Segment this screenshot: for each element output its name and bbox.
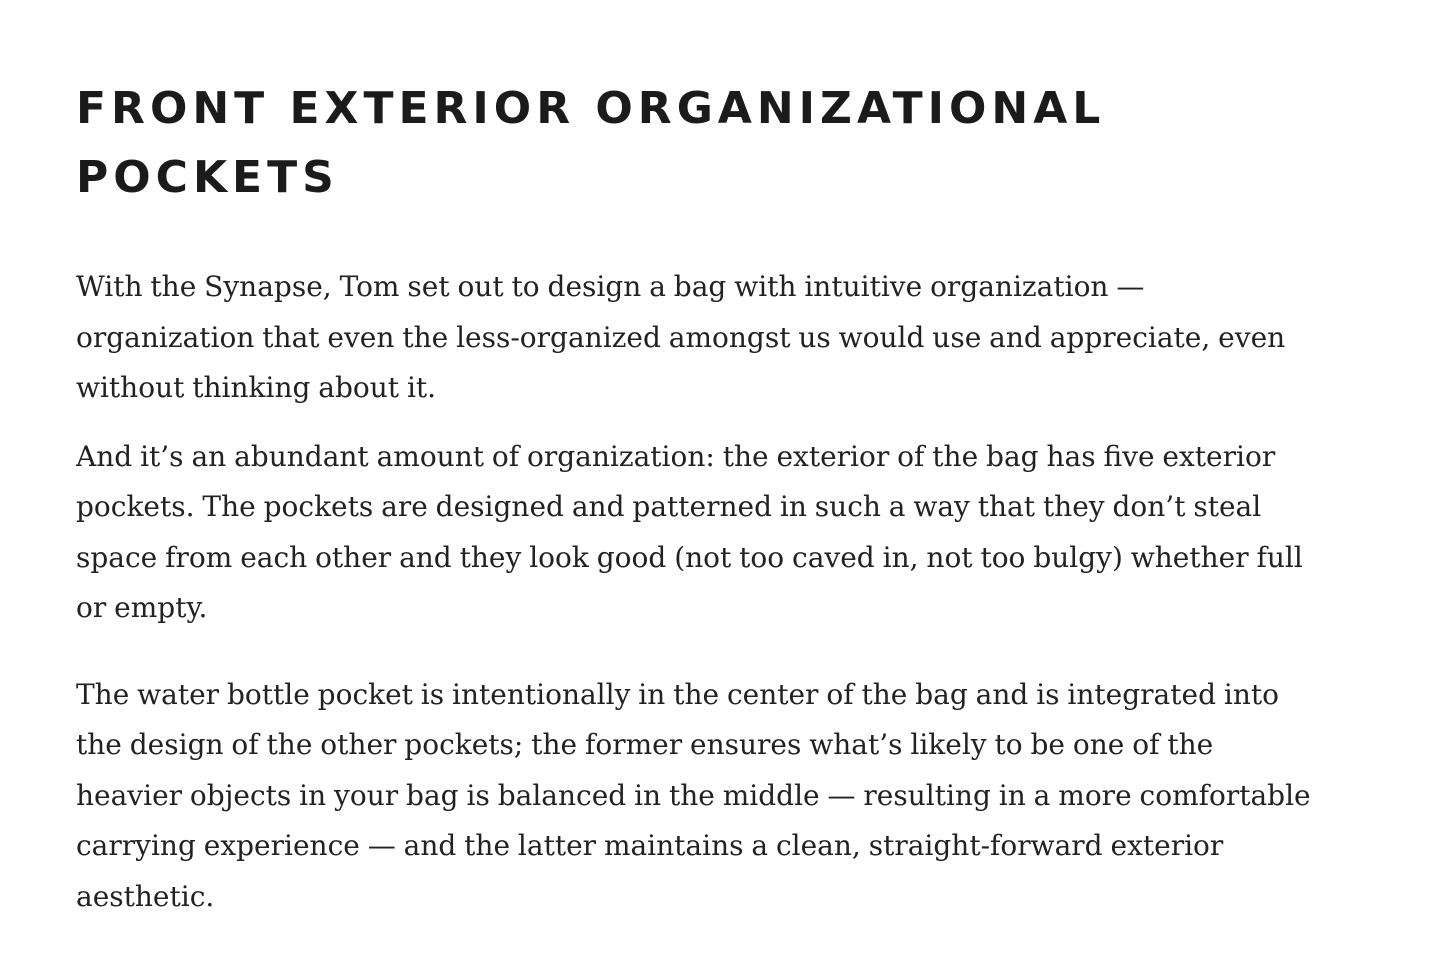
paragraph-intuitive-organization: With the Synapse, Tom set out to design a bag with intuitive organization — organization that even the less-organized amongst us would use and appreciate, even without thinking about it. — [76, 270, 1286, 404]
section-heading: FRONT EXTERIOR ORGANIZATIONAL POCKETS — [76, 83, 1106, 203]
paragraph-water-bottle-pocket: The water bottle pocket is intentionally in the center of the bag and is integrated into the design of the other pockets; the former ensures what’s likely to be one of the heavier objects in your bag is balanced in the middle — resulting in a more comfortable carrying experience — and the latter maintains a clean, straight-forward exterior aesthetic. — [76, 677, 1311, 913]
article-content — [76, 74, 1326, 922]
paragraph-exterior-pockets: And it’s an abundant amount of organization: the exterior of the bag has five exterior pockets. The pockets are designed and patterned in such a way that they don’t steal space from each other and they look good (not too caved in, not too bulgy) whether full or empty. — [76, 439, 1303, 624]
